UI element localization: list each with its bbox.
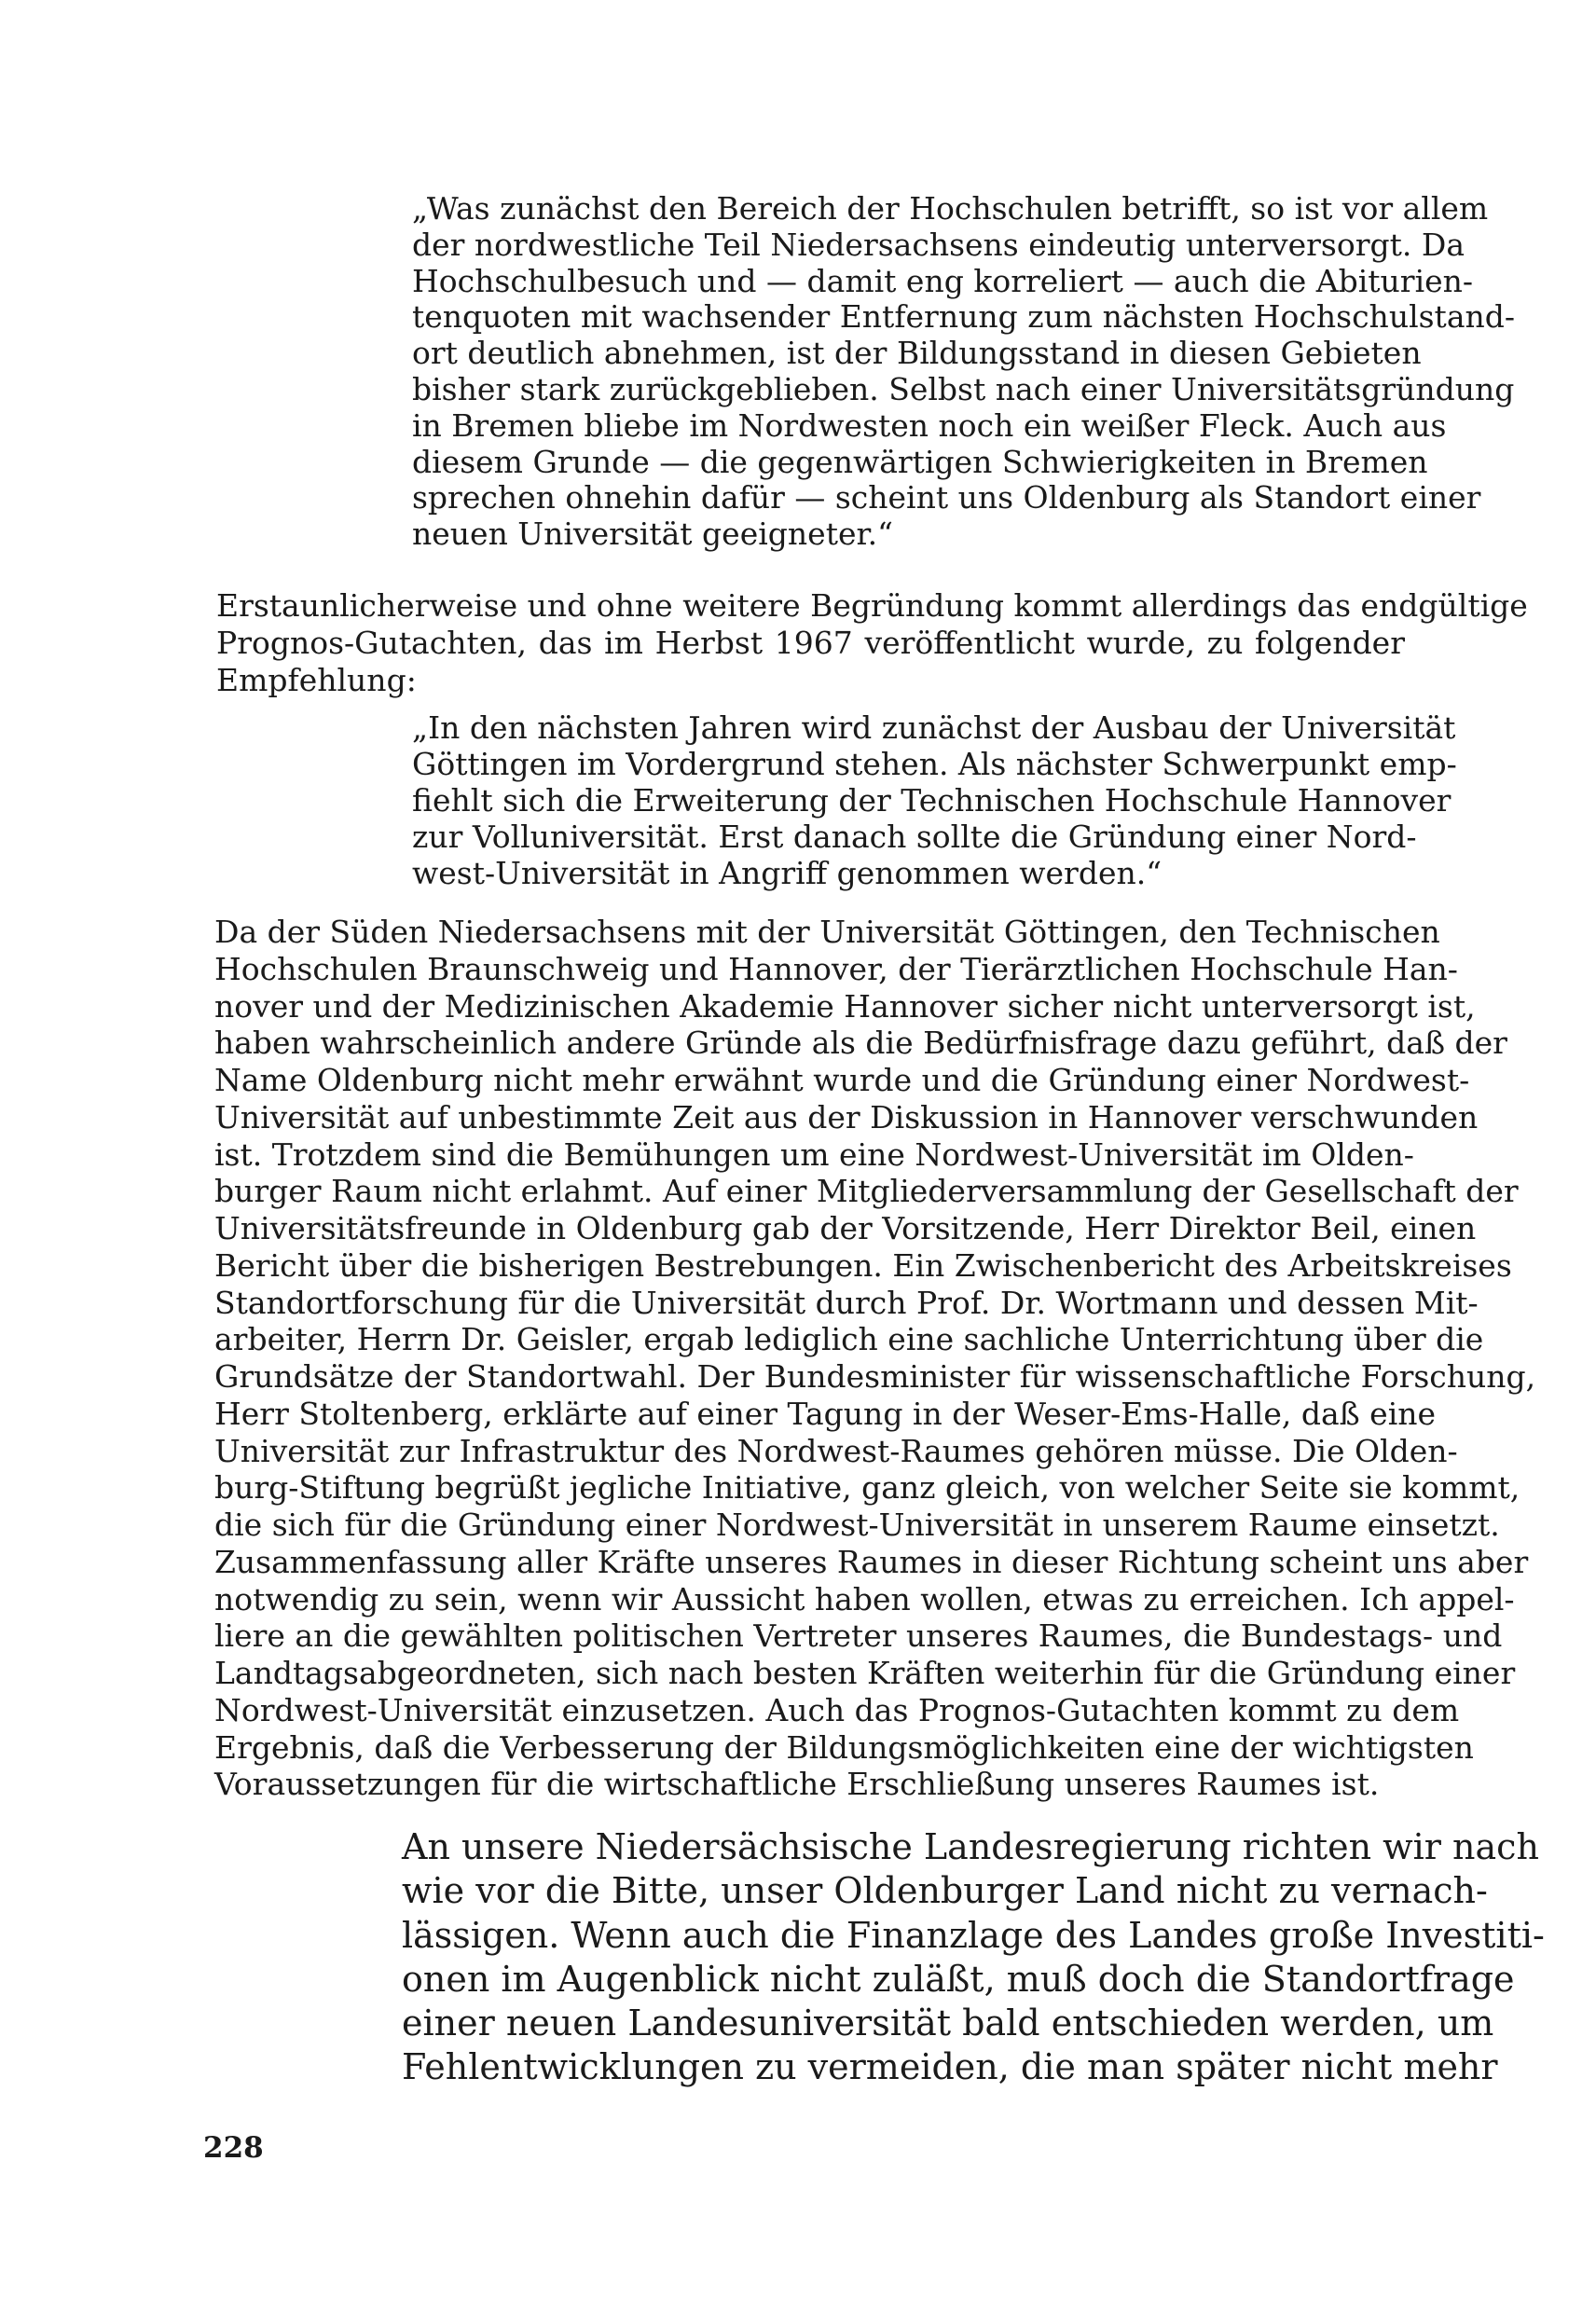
appeal-paragraph: [402, 1825, 1545, 2090]
text-line: „In den nächsten Jahren wird zunächst der Ausbau der Universität: [412, 709, 1456, 746]
text-line: An unsere Niedersächsische Landesregierung richten wir nach: [402, 1826, 1539, 1867]
text-line: der nordwestliche Teil Niedersachsens eindeutig unterversorgt. Da: [412, 226, 1465, 263]
text-line: Ergebnis, daß die Verbesserung der Bildungsmöglichkeiten eine der wichtigsten: [214, 1728, 1474, 1766]
text-line: zur Volluniversität. Erst danach sollte die Gründung einer Nord-: [412, 818, 1417, 855]
text-line: Universitätsfreunde in Oldenburg gab der Vorsitzende, Herr Direktor Beil, einen: [214, 1210, 1477, 1246]
text-line: arbeiter, Herrn Dr. Geisler, ergab lediglich eine sachliche Unterrichtung über die: [214, 1321, 1484, 1358]
text-line: notwendig zu sein, wenn wir Aussicht haben wollen, etwas zu erreichen. Ich appel-: [214, 1580, 1515, 1617]
text-line: onen im Augenblick nicht zuläßt, muß doch die Standortfrage: [402, 1958, 1515, 2000]
quotation-prognos-final: [412, 709, 1457, 892]
text-line: Universität zur Infrastruktur des Nordwest-Raumes gehören müsse. Die Olden-: [214, 1432, 1458, 1469]
text-line: Zusammenfassung aller Kräfte unseres Raumes in dieser Richtung scheint uns aber: [214, 1543, 1529, 1580]
text-line: nover und der Medizinischen Akademie Hannover sicher nicht unterversorgt ist,: [214, 987, 1476, 1025]
text-line: wie vor die Bitte, unser Oldenburger Land nicht zu vernach-: [402, 1870, 1488, 1912]
text-line: Empfehlung:: [216, 662, 417, 698]
quotation-prognos-draft: [412, 190, 1516, 553]
text-line: Hochschulen Braunschweig und Hannover, der Tierärztlichen Hochschule Han-: [214, 950, 1458, 987]
text-line: haben wahrscheinlich andere Gründe als die Bedürfnisfrage dazu geführt, daß der: [214, 1025, 1507, 1062]
text-line: Herr Stoltenberg, erklärte auf einer Tagung in der Weser-Ems-Halle, daß eine: [214, 1395, 1437, 1432]
text-line: bisher stark zurückgeblieben. Selbst nach einer Universitätsgründung: [412, 370, 1515, 407]
text-line: neuen Universität geeigneter.“: [412, 516, 893, 553]
text-line: west-Universität in Angriff genommen werden.“: [412, 854, 1163, 891]
text-line: Bericht über die bisherigen Bestrebungen. Ein Zwischenbericht des Arbeitskreises: [214, 1246, 1512, 1284]
text-line: „Was zunächst den Bereich der Hochschulen betrifft, so ist vor allem: [412, 190, 1489, 227]
text-line: liere an die gewählten politischen Vertreter unseres Raumes, die Bundestags- und: [214, 1617, 1503, 1655]
text-line: ort deutlich abnehmen, ist der Bildungsstand in diesen Gebieten: [412, 335, 1422, 372]
text-line: burger Raum nicht erlahmt. Auf einer Mitgliederversammlung der Gesellschaft der: [214, 1173, 1519, 1210]
text-line: fiehlt sich die Erweiterung der Technischen Hochschule Hannover: [412, 781, 1452, 819]
text-line: diesem Grunde — die gegenwärtigen Schwierigkeiten in Bremen: [412, 443, 1428, 480]
text-line: Landtagsabgeordneten, sich nach besten Kräften weiterhin für die Gründung einer: [214, 1655, 1516, 1691]
text-line: ist. Trotzdem sind die Bemühungen um eine Nordwest-Universität im Olden-: [214, 1135, 1414, 1173]
text-line: die sich für die Gründung einer Nordwest-Universität in unserem Raume einsetzt.: [214, 1507, 1500, 1543]
text-line: in Bremen bliebe im Nordwesten noch ein weißer Fleck. Auch aus: [412, 406, 1447, 444]
text-line: Fehlentwicklungen zu vermeiden, die man später nicht mehr: [402, 2046, 1498, 2088]
intro-paragraph: [216, 587, 1528, 699]
text-line: Da der Süden Niedersachsens mit der Universität Göttingen, den Technischen: [214, 914, 1440, 950]
text-line: Standortforschung für die Universität durch Prof. Dr. Wortmann und dessen Mit-: [214, 1284, 1479, 1321]
text-line: Prognos-Gutachten, das im Herbst 1967 veröffentlicht wurde, zu folgender: [216, 625, 1405, 661]
text-line: Erstaunlicherweise und ohne weitere Begründung kommt allerdings das endgültige: [216, 587, 1528, 624]
text-line: sprechen ohnehin dafür — scheint uns Oldenburg als Standort einer: [412, 479, 1481, 516]
text-line: Nordwest-Universität einzusetzen. Auch das Prognos-Gutachten kommt zu dem: [214, 1691, 1460, 1728]
text-line: Name Oldenburg nicht mehr erwähnt wurde und die Gründung einer Nordwest-: [214, 1062, 1470, 1098]
text-line: tenquoten mit wachsender Entfernung zum nächsten Hochschulstand-: [412, 298, 1516, 336]
text-line: Göttingen im Vordergrund stehen. Als nächster Schwerpunkt emp-: [412, 745, 1457, 782]
text-line: einer neuen Landesuniversität bald entschieden werden, um: [402, 2002, 1494, 2044]
text-line: Hochschulbesuch und — damit eng korreliert — auch die Abiturien-: [412, 262, 1474, 299]
text-line: Universität auf unbestimmte Zeit aus der Diskussion in Hannover verschwunden: [214, 1098, 1479, 1135]
body-paragraph: [214, 914, 1536, 1803]
text-line: lässigen. Wenn auch die Finanzlage des Landes große Investiti-: [402, 1914, 1545, 1956]
text-line: Grundsätze der Standortwahl. Der Bundesminister für wissenschaftliche Forschung,: [214, 1358, 1536, 1395]
text-line: Voraussetzungen für die wirtschaftliche Erschließung unseres Raumes ist.: [214, 1766, 1380, 1803]
page-number: 228: [203, 2131, 264, 2165]
text-line: burg-Stiftung begrüßt jegliche Initiative, ganz gleich, von welcher Seite sie kommt,: [214, 1469, 1520, 1507]
